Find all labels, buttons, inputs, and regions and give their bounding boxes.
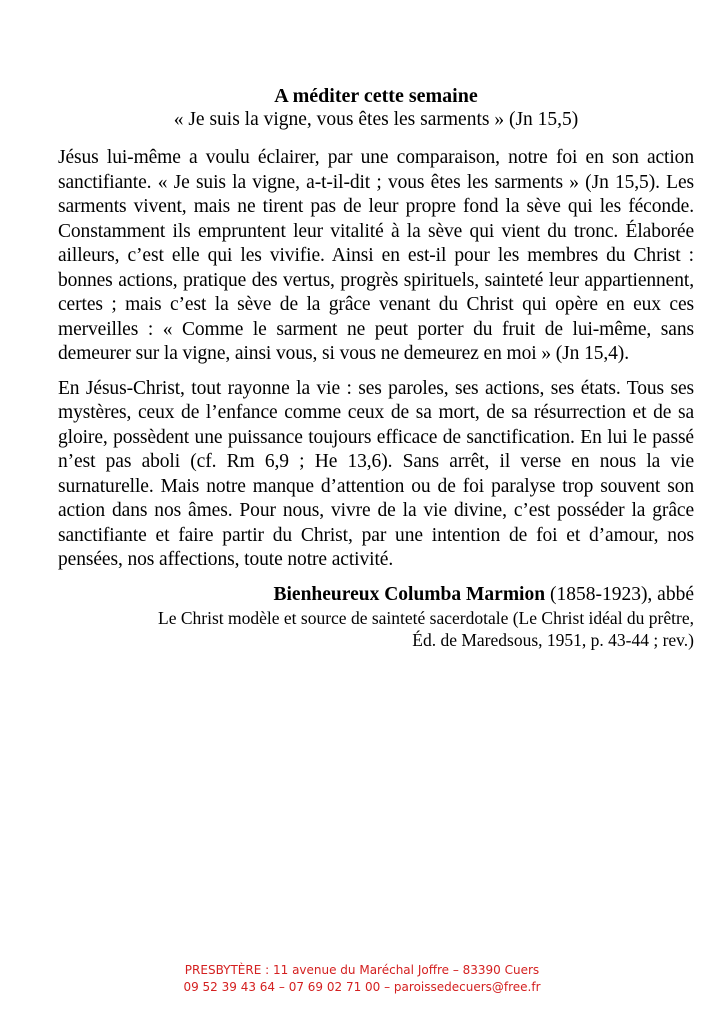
attribution	[58, 583, 694, 607]
author-name: Bienheureux Columba Marmion	[273, 583, 546, 605]
paragraph-1: Jésus lui-même a voulu éclairer, par une comparaison, notre foi en son action sanctifiante. « Je suis la vigne, a-t-il-dit ; vous êtes les sarments » (Jn 15,5). Les sarments vivent, mais ne tirent pas de leur propre fond la sève qui les féconde. Constamment ils empruntent leur vitalité à la sève qui vient du tronc. Élaborée ailleurs, c’est elle qui les vivifie. Ainsi en est-il pour les membres du Christ : bonnes actions, pratique des vertus, progrès spirituels, sainteté leur appartiennent, certes ; mais c’est la sève de la grâce venant du Christ qui opère en eux ces merveilles : « Comme le sarment ne peut porter du fruit de lui-même, sans demeurer sur la vigne, ainsi vous, si vous ne demeurez en moi » (Jn 15,4).	[58, 147, 694, 364]
page-content	[58, 84, 694, 651]
page-subtitle: « Je suis la vigne, vous êtes les sarments » (Jn 15,5)	[173, 109, 579, 130]
footer-contact: 09 52 39 43 64 – 07 69 02 71 00 – paroissedecuers@free.fr	[183, 980, 541, 994]
page-title: A méditer cette semaine	[274, 85, 478, 107]
footer-address: PRESBYTÈRE : 11 avenue du Maréchal Joffre – 83390 Cuers	[184, 963, 540, 977]
source-citation: Le Christ modèle et source de sainteté sacerdotale (Le Christ idéal du prêtre, Éd. de Maredsous, 1951, p. 43-44 ; rev.)	[158, 607, 694, 650]
author-dates: (1858-1923), abbé	[545, 583, 694, 605]
paragraph-2: En Jésus-Christ, tout rayonne la vie : ses paroles, ses actions, ses états. Tous ses mystères, ceux de l’enfance comme ceux de sa mort, de sa résurrection et de sa gloire, possèdent une puissance toujours efficace de sanctification. En lui le passé n’est pas aboli (cf. Rm 6,9 ; He 13,6). Sans arrêt, il verse en nous la vie surnaturelle. Mais notre manque d’attention ou de foi paralyse trop souvent son action dans nos âmes. Pour nous, vivre de la vie divine, c’est posséder la grâce sanctifiante et faire partir du Christ, par une intention de foi et d’amour, nos pensées, nos affections, toute notre activité.	[58, 377, 694, 570]
footer	[0, 962, 724, 996]
